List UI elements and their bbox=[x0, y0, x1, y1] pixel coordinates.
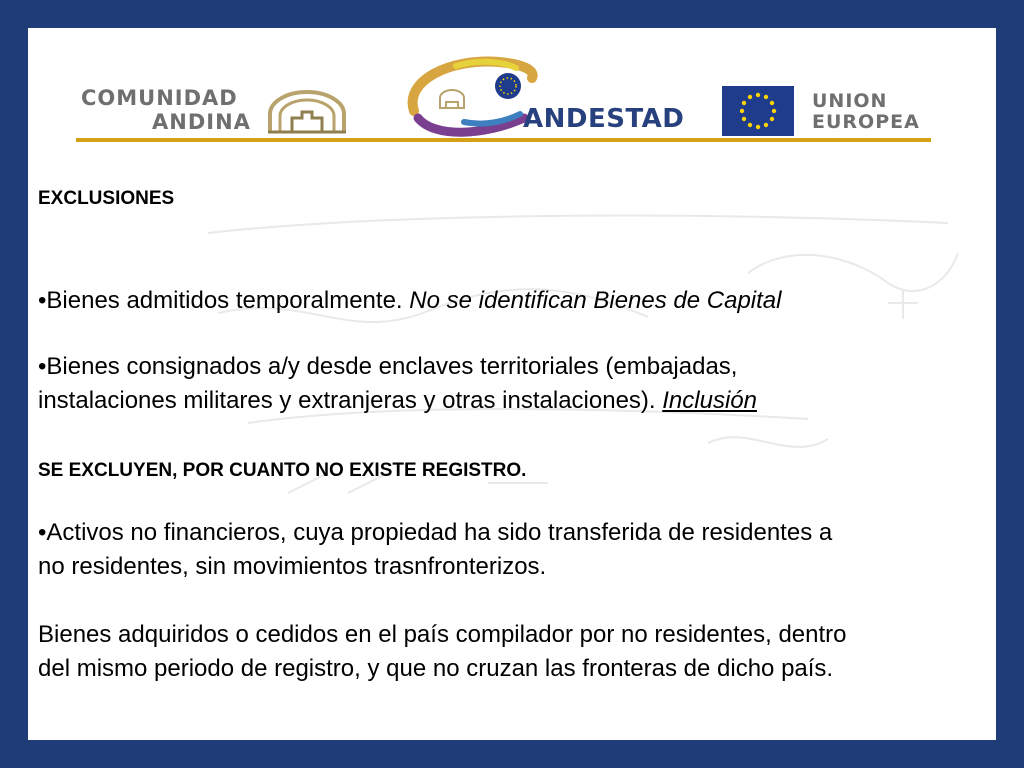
logo-text-andestad: ANDESTAD bbox=[523, 104, 685, 134]
slide bbox=[28, 28, 996, 740]
inclusion-link[interactable]: Inclusión bbox=[662, 387, 757, 414]
logo-text-europea: EUROPEA bbox=[812, 111, 920, 133]
bullet-bienes-consignados-line2 bbox=[38, 384, 757, 418]
comunidad-andina-logo bbox=[76, 82, 356, 134]
andestad-logo bbox=[404, 56, 684, 140]
heading-se-excluyen: SE EXCLUYEN, POR CUANTO NO EXISTE REGISTRO. bbox=[38, 460, 527, 481]
andean-arch-icon bbox=[266, 88, 348, 134]
bullet-bienes-consignados-line1: •Bienes consignados a/y desde enclaves territoriales (embajadas, bbox=[38, 353, 738, 380]
eu-flag-icon bbox=[722, 86, 794, 136]
bullet-bienes-admitidos bbox=[38, 284, 781, 318]
paragraph-bienes-adquiridos-line2: del mismo periodo de registro, y que no cruzan las fronteras de dicho país. bbox=[38, 655, 834, 682]
header-accent-rule bbox=[76, 138, 931, 142]
heading-exclusiones: EXCLUSIONES bbox=[38, 188, 175, 209]
logo-text-union: UNION bbox=[812, 90, 888, 112]
logo-header bbox=[28, 28, 996, 150]
bullet-activos-line2: no residentes, sin movimientos trasnfronterizos. bbox=[38, 553, 547, 580]
logo-text-comunidad: COMUNIDAD bbox=[81, 86, 238, 110]
logo-text-andina: ANDINA bbox=[152, 110, 251, 134]
union-europea-logo bbox=[722, 86, 932, 136]
bullet-activos-line1: •Activos no financieros, cuya propiedad ha sido transferida de residentes a bbox=[38, 519, 833, 546]
paragraph-bienes-adquiridos-line1: Bienes adquiridos o cedidos en el país compilador por no residentes, dentro bbox=[38, 621, 847, 648]
bullet-bienes-consignados-text: instalaciones militares y extranjeras y otras instalaciones). bbox=[38, 387, 663, 414]
bullet-bienes-admitidos-note: No se identifican Bienes de Capital bbox=[409, 287, 782, 314]
bullet-bienes-admitidos-text: •Bienes admitidos temporalmente. bbox=[38, 287, 410, 314]
